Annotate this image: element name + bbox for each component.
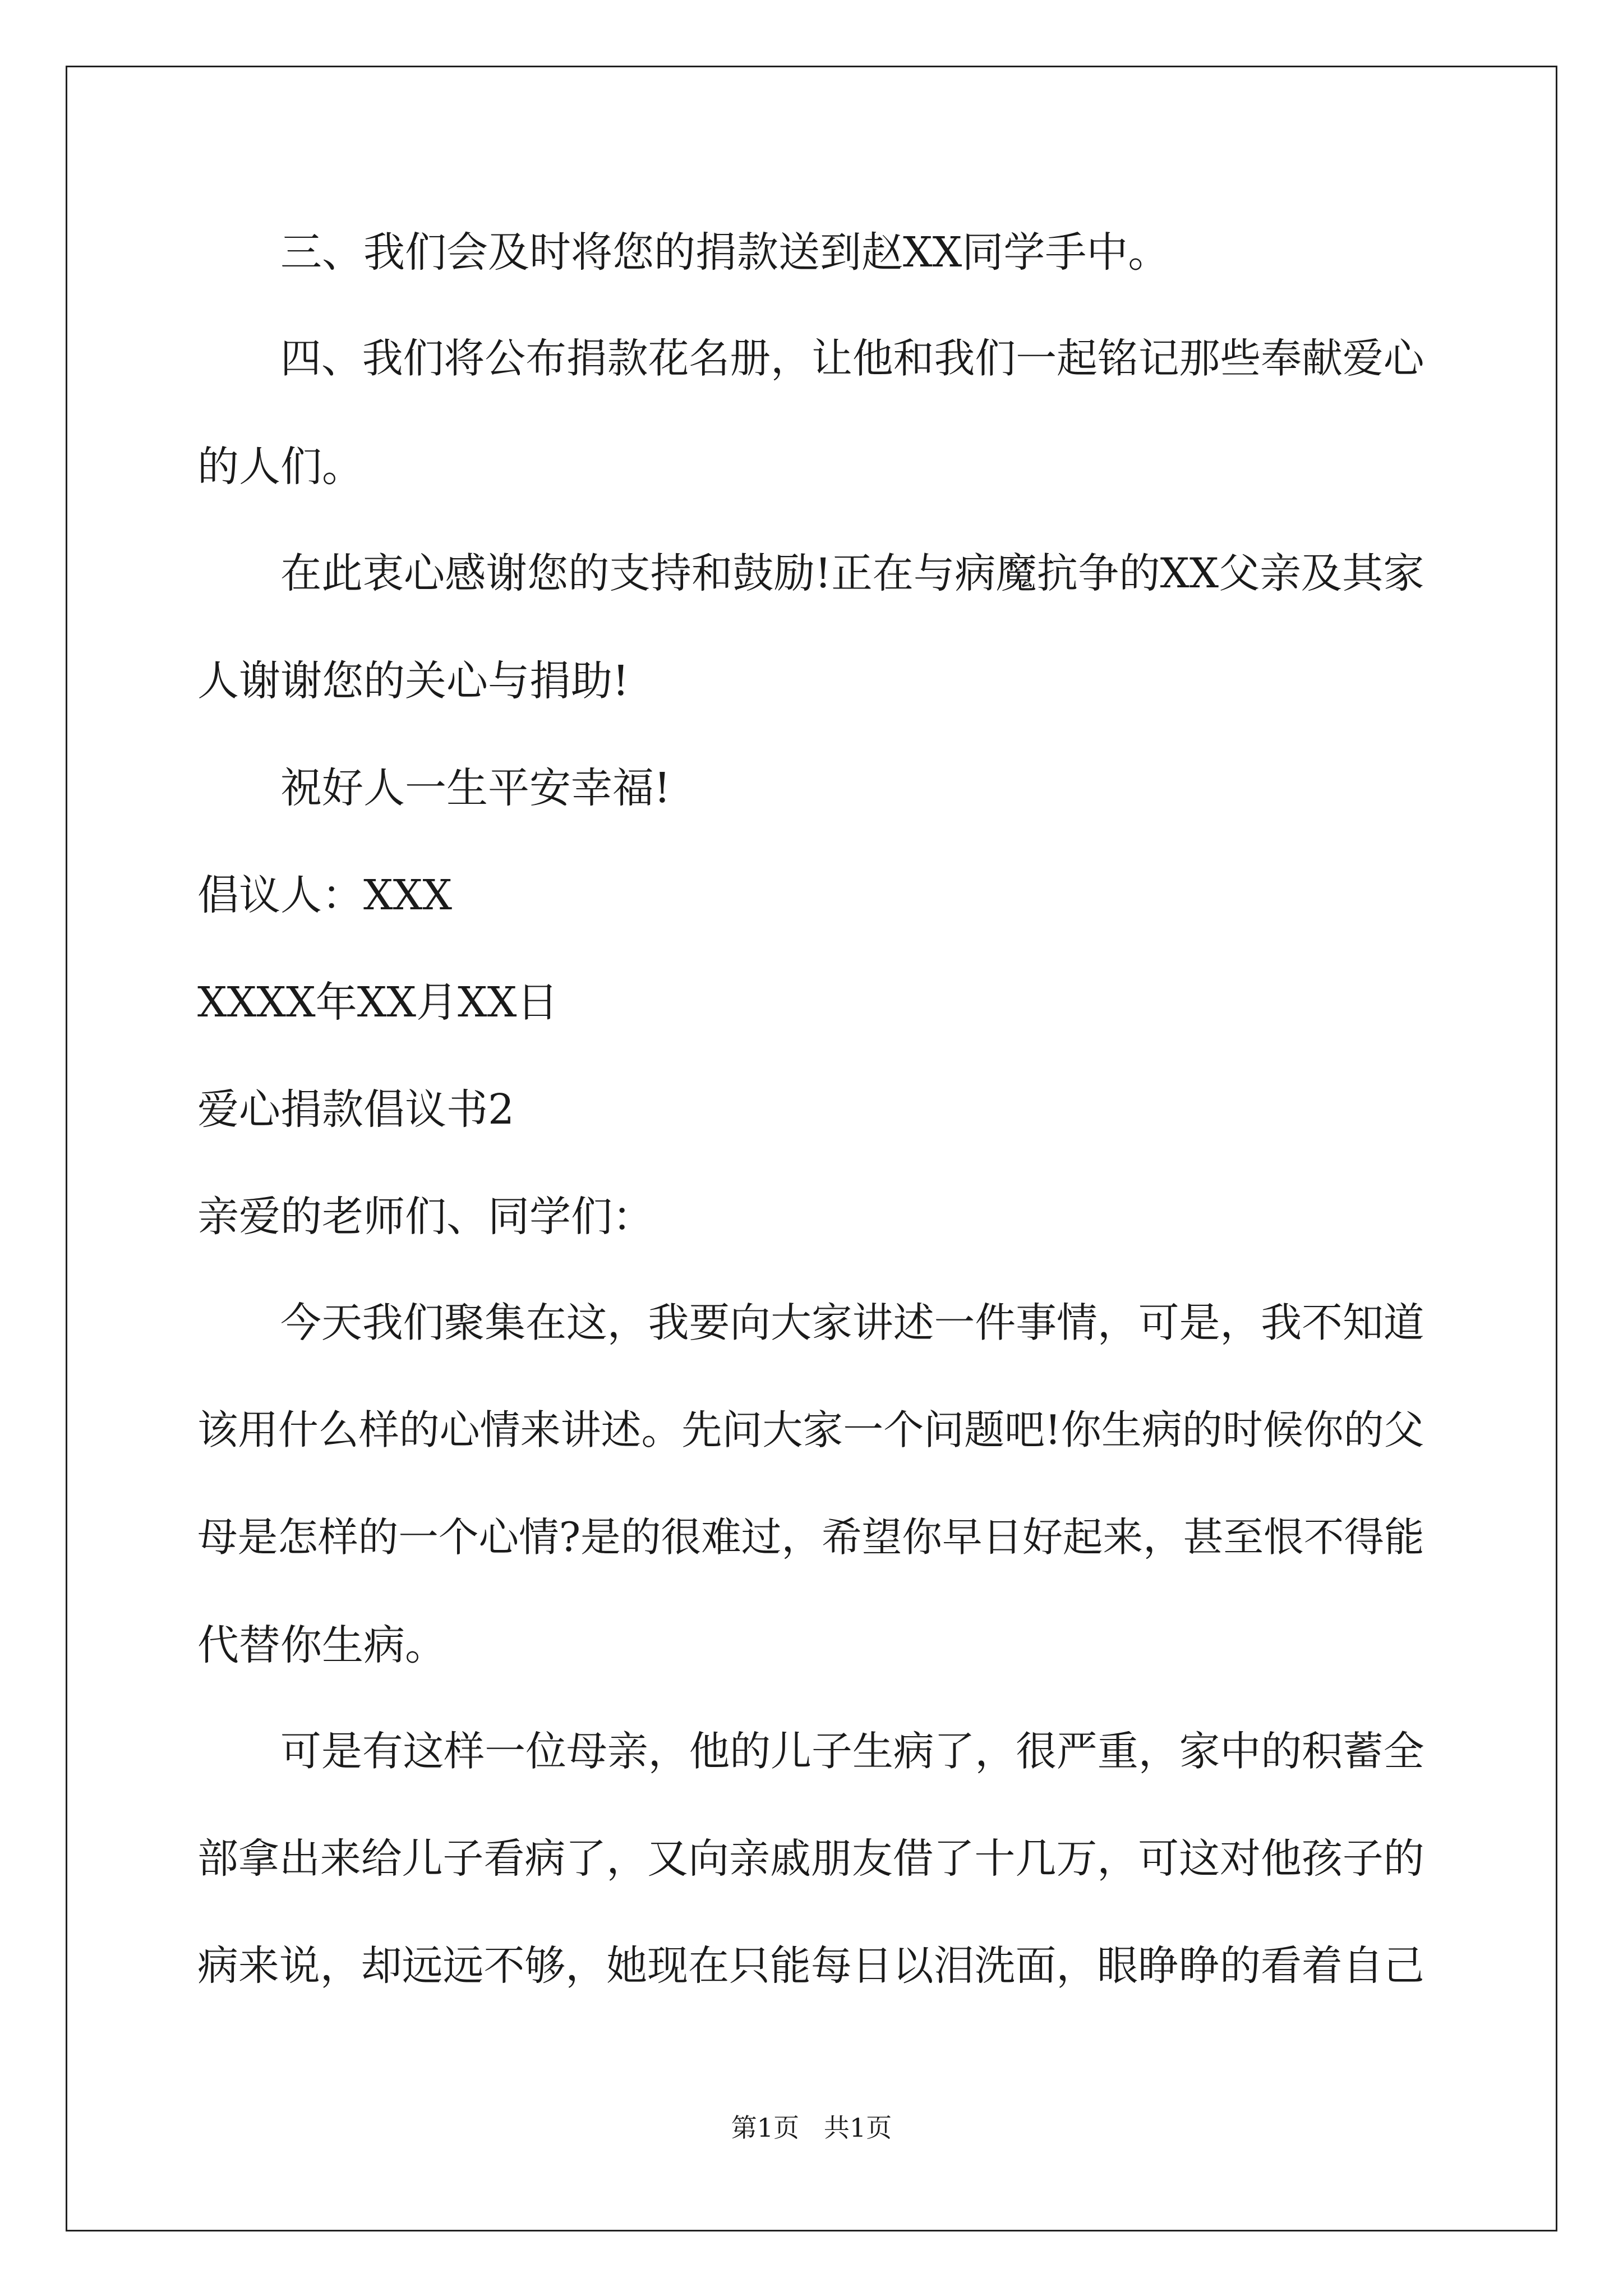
text-line: 祝好人一生平安幸福! xyxy=(280,764,671,812)
text-line: 病来说，却远远不够，她现在只能每日以泪洗面，眼睁睁的看着自己 xyxy=(197,1942,1424,1990)
text-line: 三、我们会及时将您的捐款送到赵XX同学手中。 xyxy=(280,228,1170,277)
text-line: 母是怎样的一个心情?是的很难过，希望你早日好起来，甚至恨不得能 xyxy=(197,1513,1424,1561)
salutation: 亲爱的老师们、同学们： xyxy=(197,1193,654,1241)
text-line: 人谢谢您的关心与捐助! xyxy=(197,657,629,705)
text-line: XXXX年XX月XX日 xyxy=(197,978,559,1027)
text-line: 四、我们将公布捐款花名册，让他和我们一起铭记那些奉献爱心 xyxy=(280,335,1424,383)
page-border xyxy=(66,66,1557,2231)
page-footer: 第1页 共1页 xyxy=(731,2113,892,2143)
text-line: 可是有这样一位母亲，他的儿子生病了，很严重，家中的积蓄全 xyxy=(280,1728,1424,1775)
text-line: 部拿出来给儿子看病了，又向亲戚朋友借了十几万，可这对他孩子的 xyxy=(197,1835,1424,1883)
text-line: 该用什么样的心情来讲述。先问大家一个问题吧!你生病的时候你的父 xyxy=(197,1406,1424,1453)
text-line: 代替你生病。 xyxy=(197,1621,446,1669)
text-line: 今天我们聚集在这，我要向大家讲述一件事情，可是，我不知道 xyxy=(280,1299,1424,1347)
text-line: 倡议人：XXX xyxy=(197,871,453,919)
section-heading: 爱心捐款倡议书2 xyxy=(197,1085,515,1134)
text-line: 的人们。 xyxy=(197,443,363,491)
text-line: 在此衷心感谢您的支持和鼓励!正在与病魔抗争的XX父亲及其家 xyxy=(280,550,1424,597)
